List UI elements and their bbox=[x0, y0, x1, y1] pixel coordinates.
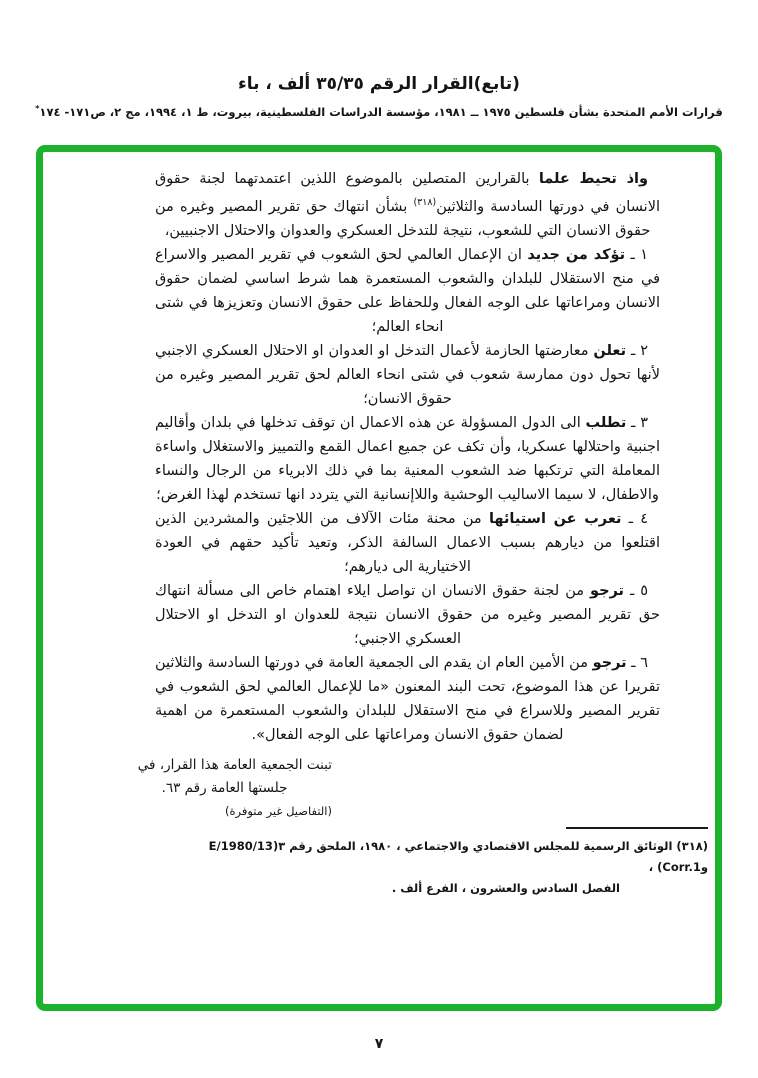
paragraph-text: معارضتها الحازمة لأعمال التدخل او العدوان او الاحتلال العسكري الاجنبي لأنها تحول دون ممارسة شعوب في شتى انحاء العالم لحق تقرير المصير وغيره من حقوق الانسان؛ bbox=[155, 343, 660, 407]
paragraph-text: ان الإعمال العالمي لحق الشعوب في تقرير المصير والاسراع في منح الاستقلال للبلدان والشعوب المستعمرة هما شرط اساسي لضمان حقوق الانسان ومراعاتها على الوجه الفعال وللحفاظ على حقوق الانسان وتعزيزها في شتى انحاء العالم؛ bbox=[155, 247, 660, 335]
adoption-note bbox=[117, 754, 332, 823]
paragraph-lead-phrase: تعرب عن استيائها bbox=[488, 511, 622, 527]
citation-footnote-mark: * bbox=[35, 104, 40, 113]
footnote-line-2: الفصل السادس والعشرون ، الفرع ألف . bbox=[391, 881, 620, 895]
resolution-frame bbox=[36, 145, 722, 1011]
paragraph-text: بالقرارين المتصلين بالموضوع اللذين اعتمدتهما لجنة حقوق الانسان في دورتها السادسة والثلاثين bbox=[155, 171, 660, 215]
paragraph-text: من الأمين العام ان يقدم الى الجمعية العامة في دورتها السادسة والثلاثين تقريرا عن هذا الموضوع، تحت البند المعنون «ما للإعمال العالمي لحق الشعوب في تقرير المصير وللاسراع في منح الاستقلال للبلدان والشعوب المستعمرة من اهمية لضمان حقوق الانسان ومراعاتها على الوجه الفعال». bbox=[155, 655, 660, 743]
page-header bbox=[0, 74, 758, 119]
footnote-area bbox=[155, 827, 708, 899]
paragraph-text: من محنة مئات الآلاف من اللاجئين والمشردين الذين اقتلعوا من ديارهم بسبب الاعمال السالفة الذكر، وتعيد تأكيد حقهم في العودة الاختيارية الى ديارهم؛ bbox=[155, 511, 660, 575]
paragraph-lead-phrase: ترجو bbox=[589, 583, 624, 599]
resolution-title: (تابع)القرار الرقم ٣٥/٣٥ ألف ، باء bbox=[238, 74, 520, 94]
adoption-note-line: تبنت الجمعية العامة هذا القرار، في bbox=[137, 757, 332, 773]
resolution-paragraph bbox=[155, 243, 660, 339]
source-citation bbox=[0, 104, 758, 119]
paragraph-text: بشأن انتهاك حق تقرير المصير وغيره من حقوق الانسان التي للشعوب، نتيجة للتدخل العسكري والعدوان والاحتلال الاجنبيين، bbox=[155, 199, 651, 239]
paragraph-text: من لجنة حقوق الانسان ان تواصل ايلاء اهتمام خاص الى مسألة انتهاك حق تقرير المصير وغيره من حقوق الانسان نتيجة للعدوان او التدخل او الاحتلال العسكري الاجنبي؛ bbox=[155, 583, 660, 647]
resolution-paragraph bbox=[155, 579, 660, 651]
page-number: ٧ bbox=[374, 1036, 384, 1052]
paragraph-lead-phrase: ترجو bbox=[592, 655, 627, 671]
source-citation-text: قرارات الأمم المتحدة بشأن فلسطين ١٩٧٥ ــ ١٩٨١، مؤسسة الدراسات الفلسطينية، بيروت، ط ١، ١٩٩٤، مج ٢، ص١٧١- ١٧٤ bbox=[39, 104, 723, 119]
adoption-note-line: جلستها العامة رقم ٦٣. bbox=[161, 780, 288, 796]
paragraph-number: ٢ ـ bbox=[626, 343, 648, 359]
paragraph-lead-phrase: تؤكد من جديد bbox=[527, 247, 626, 263]
footnote-line-1: (٣١٨) الوثائق الرسمية للمجلس الاقتصادي والاجتماعي ، ١٩٨٠، الملحق رقم ٣(E/1980/13 وCorr.1) ، bbox=[208, 839, 708, 874]
paragraph-text: الى الدول المسؤولة عن هذه الاعمال ان توقف تدخلها في بلدان وأقاليم اجنبية واحتلالها عسكريا، وأن تكف عن جميع اعمال القمع والتمييز والاستغلال واساءة المعاملة التي ترتكبها ضد الشعوب المعنية بما في ذلك الابرياء من الرجال والنساء والاطفال، لا سيما الاساليب الوحشية واللاإنسانية التي يتردد انها تستخدم لهذا الغرض؛ bbox=[155, 415, 660, 503]
paragraph-number: ١ ـ bbox=[625, 247, 649, 263]
resolution-paragraph bbox=[155, 651, 660, 747]
paragraph-number: ٤ ـ bbox=[621, 511, 648, 527]
paragraph-number: ٣ ـ bbox=[626, 415, 649, 431]
paragraph-number: ٦ ـ bbox=[626, 655, 648, 671]
details-unavailable-note: (التفاصيل غير متوفرة) bbox=[225, 804, 332, 818]
resolution-paragraph bbox=[155, 339, 660, 411]
paragraph-lead-phrase: تعلن bbox=[593, 343, 627, 359]
paragraph-number: ٥ ـ bbox=[624, 583, 648, 599]
paragraph-lead-phrase: تطلب bbox=[585, 415, 627, 431]
resolution-paragraph bbox=[155, 167, 660, 243]
footnote-reference: (٣١٨) bbox=[413, 197, 437, 208]
resolution-paragraph bbox=[155, 507, 660, 579]
paragraph-lead-phrase: واذ تحيط علما bbox=[538, 171, 648, 187]
footnote-divider bbox=[566, 827, 708, 829]
resolution-body bbox=[155, 167, 660, 747]
resolution-paragraph bbox=[155, 411, 660, 507]
